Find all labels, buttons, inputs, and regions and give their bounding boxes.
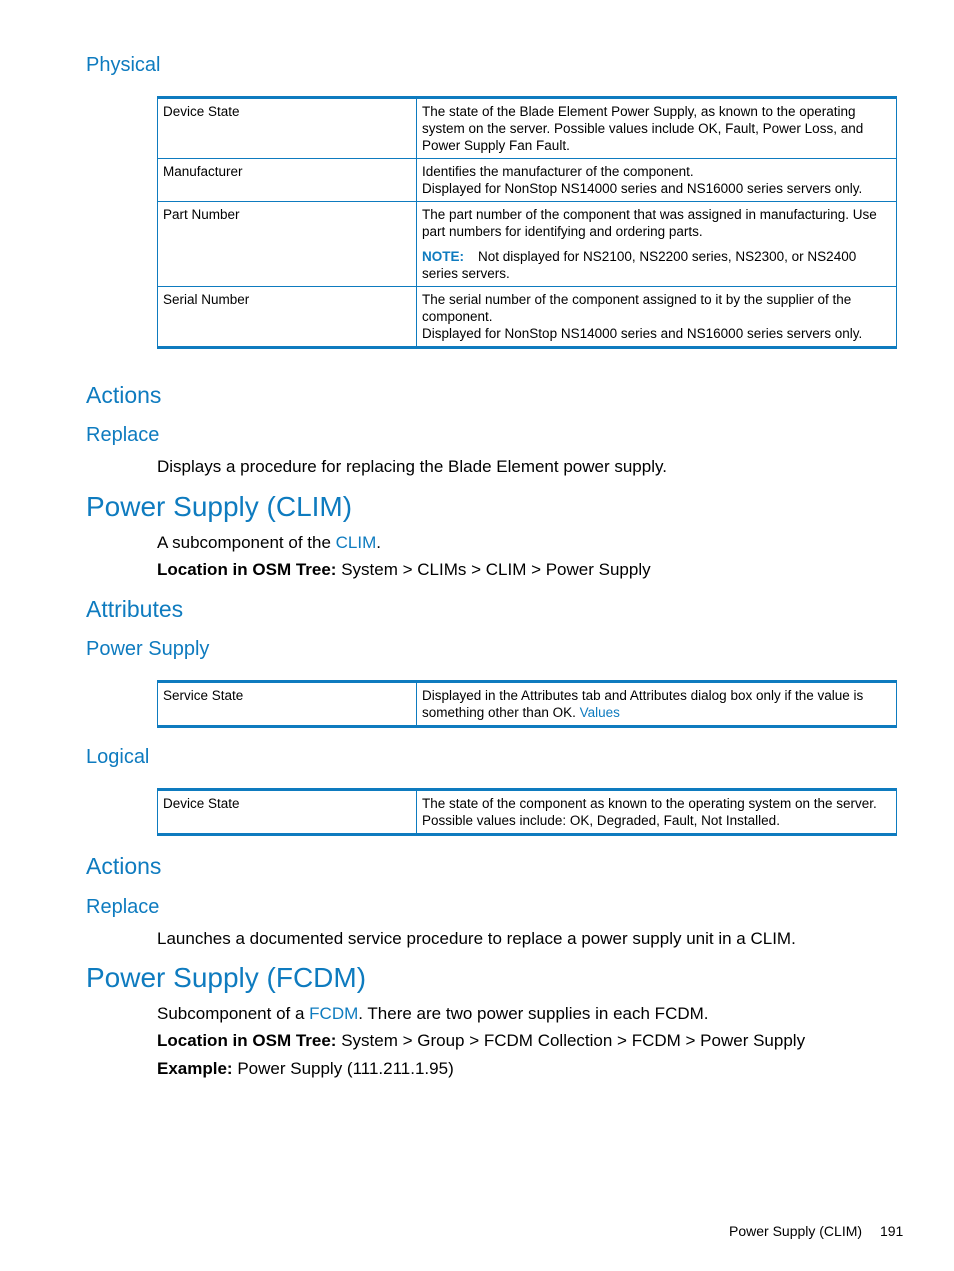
- page-number: 191: [879, 1223, 904, 1239]
- attribute-name: Serial Number: [158, 287, 417, 348]
- attribute-name: Device State: [158, 790, 417, 835]
- clim-location: [157, 560, 651, 580]
- attribute-description: [417, 159, 897, 202]
- location-path: System > CLIMs > CLIM > Power Supply: [336, 560, 651, 579]
- text-fragment: .: [376, 533, 381, 552]
- text-fragment: Displayed in the Attributes tab and Attributes dialog box only if the value is something other than OK.: [422, 688, 864, 720]
- page-title-clim: Power Supply (CLIM): [86, 491, 353, 522]
- attribute-name: Part Number: [158, 202, 417, 287]
- replace-description: Launches a documented service procedure to replace a power supply unit in a CLIM.: [157, 929, 796, 948]
- logical-attributes-table: [157, 788, 897, 836]
- example-label: Example:: [157, 1059, 233, 1078]
- section-heading-actions: Actions: [86, 853, 162, 879]
- fcdm-location: [157, 1031, 805, 1051]
- attribute-description: [417, 682, 897, 727]
- description-line: The serial number of the component assigned to it by the supplier of the component.: [422, 292, 852, 324]
- physical-attributes-table: [157, 96, 897, 349]
- location-path: System > Group > FCDM Collection > FCDM > Power Supply: [336, 1031, 806, 1050]
- note-text: Not displayed for NS2100, NS2200 series, NS2300, or NS2400 series servers.: [422, 249, 857, 281]
- footer: [729, 1223, 903, 1239]
- description-line: The part number of the component that was assigned in manufacturing. Use part numbers for identifying and ordering parts.: [422, 207, 877, 239]
- description-line: Displayed for NonStop NS14000 series and NS16000 series servers only.: [422, 326, 863, 341]
- text-fragment: A subcomponent of the: [157, 533, 336, 552]
- section-heading-replace: Replace: [86, 896, 160, 918]
- description-line: Displayed for NonStop NS14000 series and NS16000 series servers only.: [422, 181, 863, 196]
- description-line: Identifies the manufacturer of the component.: [422, 164, 694, 179]
- attribute-description: [417, 287, 897, 348]
- table-row: [158, 202, 897, 287]
- values-link[interactable]: Values: [579, 705, 620, 720]
- fcdm-link[interactable]: FCDM: [309, 1004, 359, 1023]
- location-label: Location in OSM Tree:: [157, 560, 337, 579]
- table-row: [158, 287, 897, 348]
- power-supply-attributes-table: [157, 680, 897, 728]
- example-text: Power Supply (111.211.1.95): [232, 1059, 454, 1078]
- replace-description: Displays a procedure for replacing the Blade Element power supply.: [157, 457, 667, 476]
- table-row: [158, 98, 897, 159]
- text-fragment: . There are two power supplies in each FCDM.: [358, 1004, 709, 1023]
- text-fragment: Subcomponent of a: [157, 1004, 310, 1023]
- table-row: [158, 159, 897, 202]
- attribute-name: Device State: [158, 98, 417, 159]
- table-row: [158, 682, 897, 727]
- attribute-name: Manufacturer: [158, 159, 417, 202]
- section-heading-attributes: Attributes: [86, 596, 184, 622]
- fcdm-example: [157, 1059, 454, 1079]
- section-heading-physical: Physical: [86, 54, 161, 76]
- section-heading-actions: Actions: [86, 382, 162, 408]
- attribute-description: The state of the component as known to the operating system on the server. Possible values include: OK, Degraded, Fault, Not Installed.: [417, 790, 897, 835]
- clim-subcomponent-text: [157, 533, 381, 553]
- clim-link[interactable]: CLIM: [335, 533, 377, 552]
- section-heading-replace: Replace: [86, 424, 160, 446]
- section-heading-logical: Logical: [86, 746, 150, 768]
- note: [422, 248, 891, 282]
- page-title-fcdm: Power Supply (FCDM): [86, 962, 367, 993]
- location-label: Location in OSM Tree:: [157, 1031, 337, 1050]
- attribute-name: Service State: [158, 682, 417, 727]
- attribute-description: The state of the Blade Element Power Supply, as known to the operating system on the server. Possible values include OK, Fault, Power Loss, and Power Supply Fan Fault.: [417, 98, 897, 159]
- section-heading-power-supply: Power Supply: [86, 638, 210, 660]
- attribute-description: [417, 202, 897, 287]
- note-label: NOTE:: [422, 249, 464, 264]
- footer-title: Power Supply (CLIM): [729, 1223, 863, 1239]
- fcdm-subcomponent-text: [157, 1004, 709, 1024]
- table-row: [158, 790, 897, 835]
